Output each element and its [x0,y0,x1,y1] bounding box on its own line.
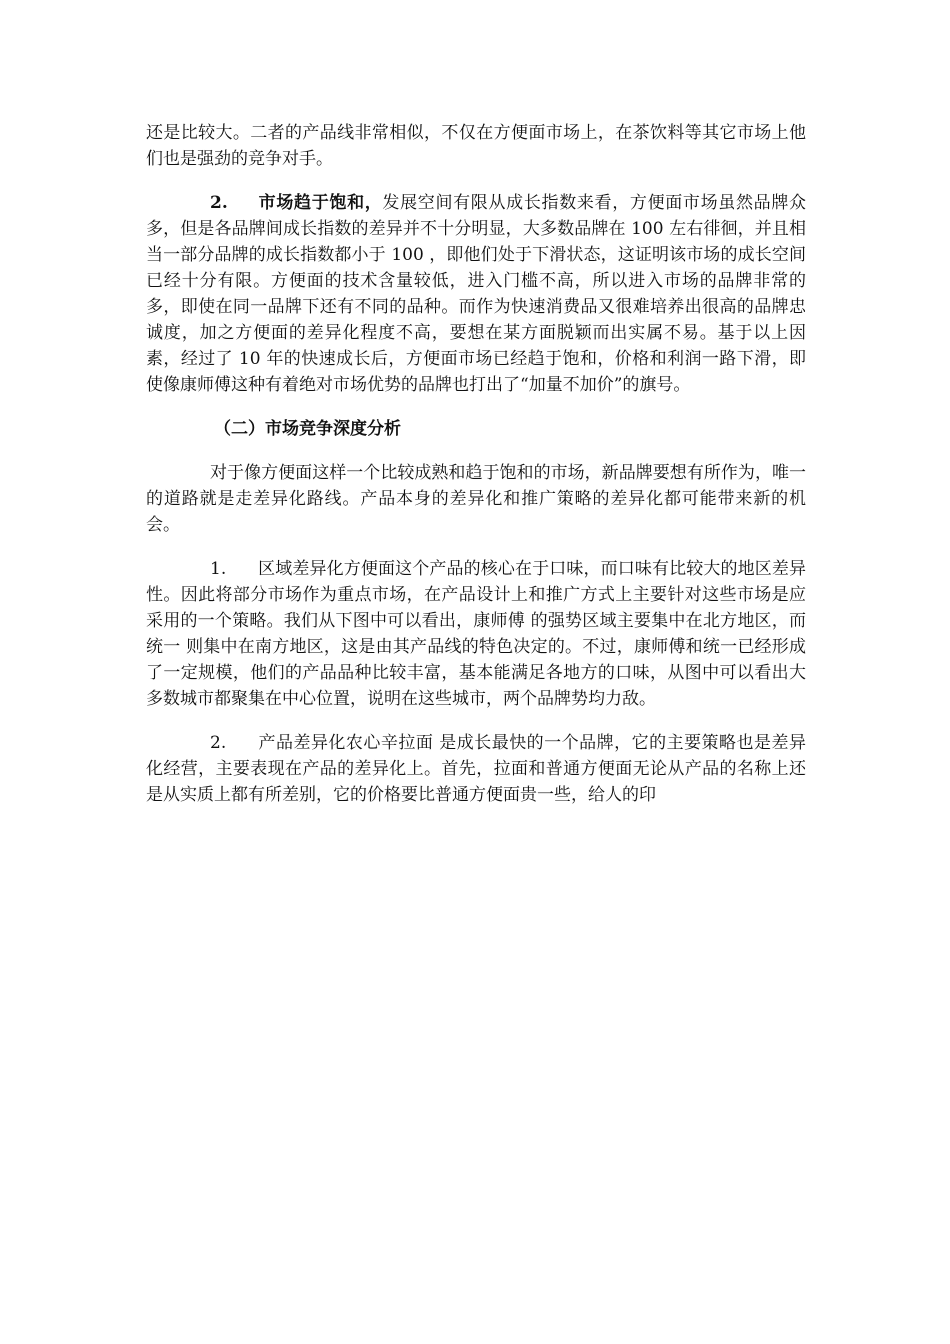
paragraph-5-text: 产品差异化农心辛拉面 是成长最快的一个品牌，它的主要策略也是差异化经营，主要表现在产品的差异化上。首先，拉面和普通方便面无论从产品的名称上还是从实质上都有所差别，它的价格要比普通方便面贵一些，给人的印 [146,733,806,805]
list-number: 1. [210,559,227,579]
paragraph-4 [146,556,806,712]
paragraph-2 [146,190,806,398]
paragraph-1-text: 还是比较大。二者的产品线非常相似，不仅在方便面市场上，在茶饮料等其它市场上他们也是强劲的竞争对手。 [146,123,806,169]
paragraph-4-text: 区域差异化方便面这个产品的核心在于口味，而口味有比较大的地区差异性。因此将部分市场作为重点市场，在产品设计上和推广方式上主要针对这些市场是应采用的一个策略。我们从下图中可以看出，康师傅 的强势区域主要集中在北方地区，而统一 则集中在南方地区，这是由其产品线的特色决定的。不过，康师傅和统一已经形成了一定规模，他们的产品品种比较丰富，基本能满足各地方的口味，从图中可以看出大多数城市都聚集在中心位置，说明在这些城市，两个品牌势均力敌。 [146,559,806,709]
paragraph-5 [146,730,806,808]
bold-lead: 市场趋于饱和， [258,193,383,213]
paragraph-1 [146,120,806,172]
section-heading: （二）市场竞争深度分析 [214,419,401,439]
document-page [146,120,806,826]
list-number: 2. [210,733,227,753]
paragraph-2-text: 发展空间有限从成长指数来看，方便面市场虽然品牌众多，但是各品牌间成长指数的差异并不十分明显，大多数品牌在 100 左右徘徊，并且相当一部分品牌的成长指数都小于 100 ，即他们处于下滑状态，这证明该市场的成长空间已经十分有限。方便面的技术含量较低，进入门槛不高，所以进入市场的品牌非常的多，即使在同一品牌下还有不同的品种。而作为快速消费品又很难培养出很高的品牌忠诚度，加之方便面的差异化程度不高，要想在某方面脱颖而出实属不易。基于以上因素，经过了 10 年的快速成长后，方便面市场已经趋于饱和，价格和利润一路下滑，即使像康师傅这种有着绝对市场优势的品牌也打出了“加量不加价”的旗号。 [146,193,807,395]
paragraph-3-text: 对于像方便面这样一个比较成熟和趋于饱和的市场，新品牌要想有所作为，唯一的道路就是走差异化路线。产品本身的差异化和推广策略的差异化都可能带来新的机会。 [146,463,806,535]
list-number: 2. [210,193,228,213]
paragraph-3 [146,460,806,538]
